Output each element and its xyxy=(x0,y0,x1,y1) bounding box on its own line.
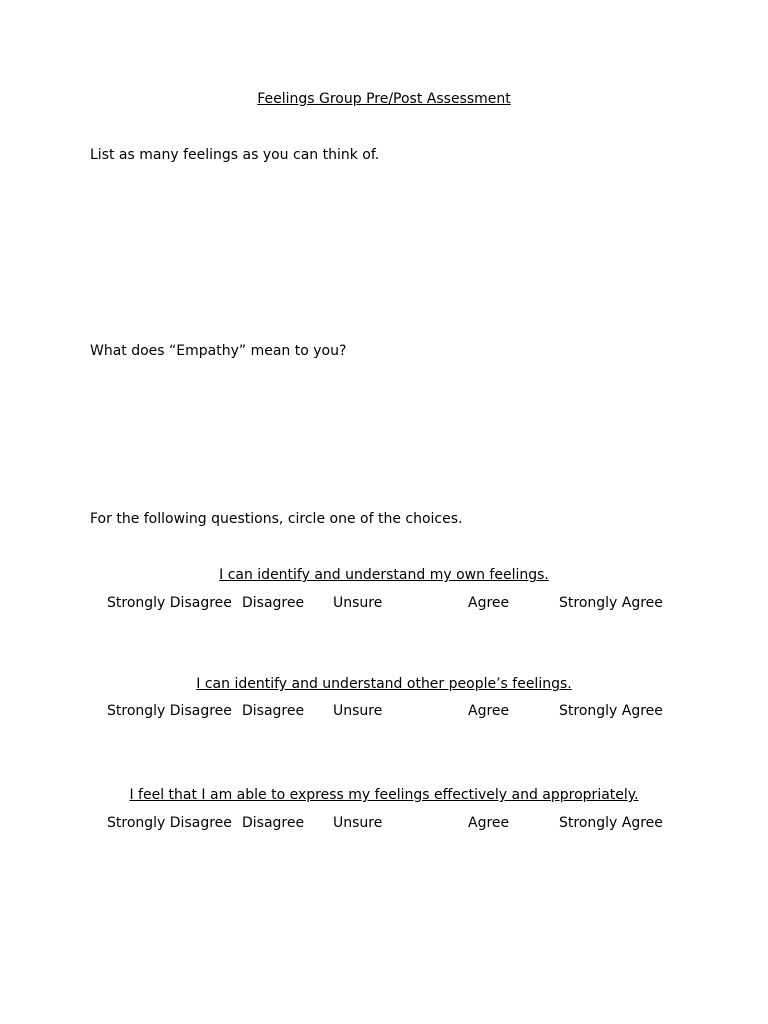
choice-disagree[interactable]: Disagree xyxy=(242,815,305,831)
question-others-feelings: I can identify and understand other people’s feelings. xyxy=(196,676,572,692)
choice-unsure[interactable]: Unsure xyxy=(333,815,383,831)
choice-strongly-disagree[interactable]: Strongly Disagree xyxy=(107,703,232,719)
choice-row-others-feelings xyxy=(0,703,768,723)
choice-unsure[interactable]: Unsure xyxy=(333,595,383,611)
question-express-feelings: I feel that I am able to express my feelings effectively and appropriately. xyxy=(129,787,639,803)
choice-strongly-disagree[interactable]: Strongly Disagree xyxy=(107,815,232,831)
choice-agree[interactable]: Agree xyxy=(468,703,510,719)
choice-strongly-agree[interactable]: Strongly Agree xyxy=(559,595,663,611)
document-title: Feelings Group Pre/Post Assessment xyxy=(257,91,511,107)
choice-disagree[interactable]: Disagree xyxy=(242,703,305,719)
feelings-list-prompt: List as many feelings as you can think of. xyxy=(90,147,380,163)
choice-strongly-disagree[interactable]: Strongly Disagree xyxy=(107,595,232,611)
choice-unsure[interactable]: Unsure xyxy=(333,703,383,719)
empathy-question-prompt: What does “Empathy” mean to you? xyxy=(90,343,347,359)
choice-instructions: For the following questions, circle one of the choices. xyxy=(90,511,463,527)
choice-strongly-agree[interactable]: Strongly Agree xyxy=(559,815,663,831)
choice-agree[interactable]: Agree xyxy=(468,595,510,611)
question-own-feelings: I can identify and understand my own feelings. xyxy=(219,567,549,583)
choice-agree[interactable]: Agree xyxy=(468,815,510,831)
choice-row-own-feelings xyxy=(0,595,768,615)
choice-disagree[interactable]: Disagree xyxy=(242,595,305,611)
choice-row-express-feelings xyxy=(0,815,768,835)
choice-strongly-agree[interactable]: Strongly Agree xyxy=(559,703,663,719)
